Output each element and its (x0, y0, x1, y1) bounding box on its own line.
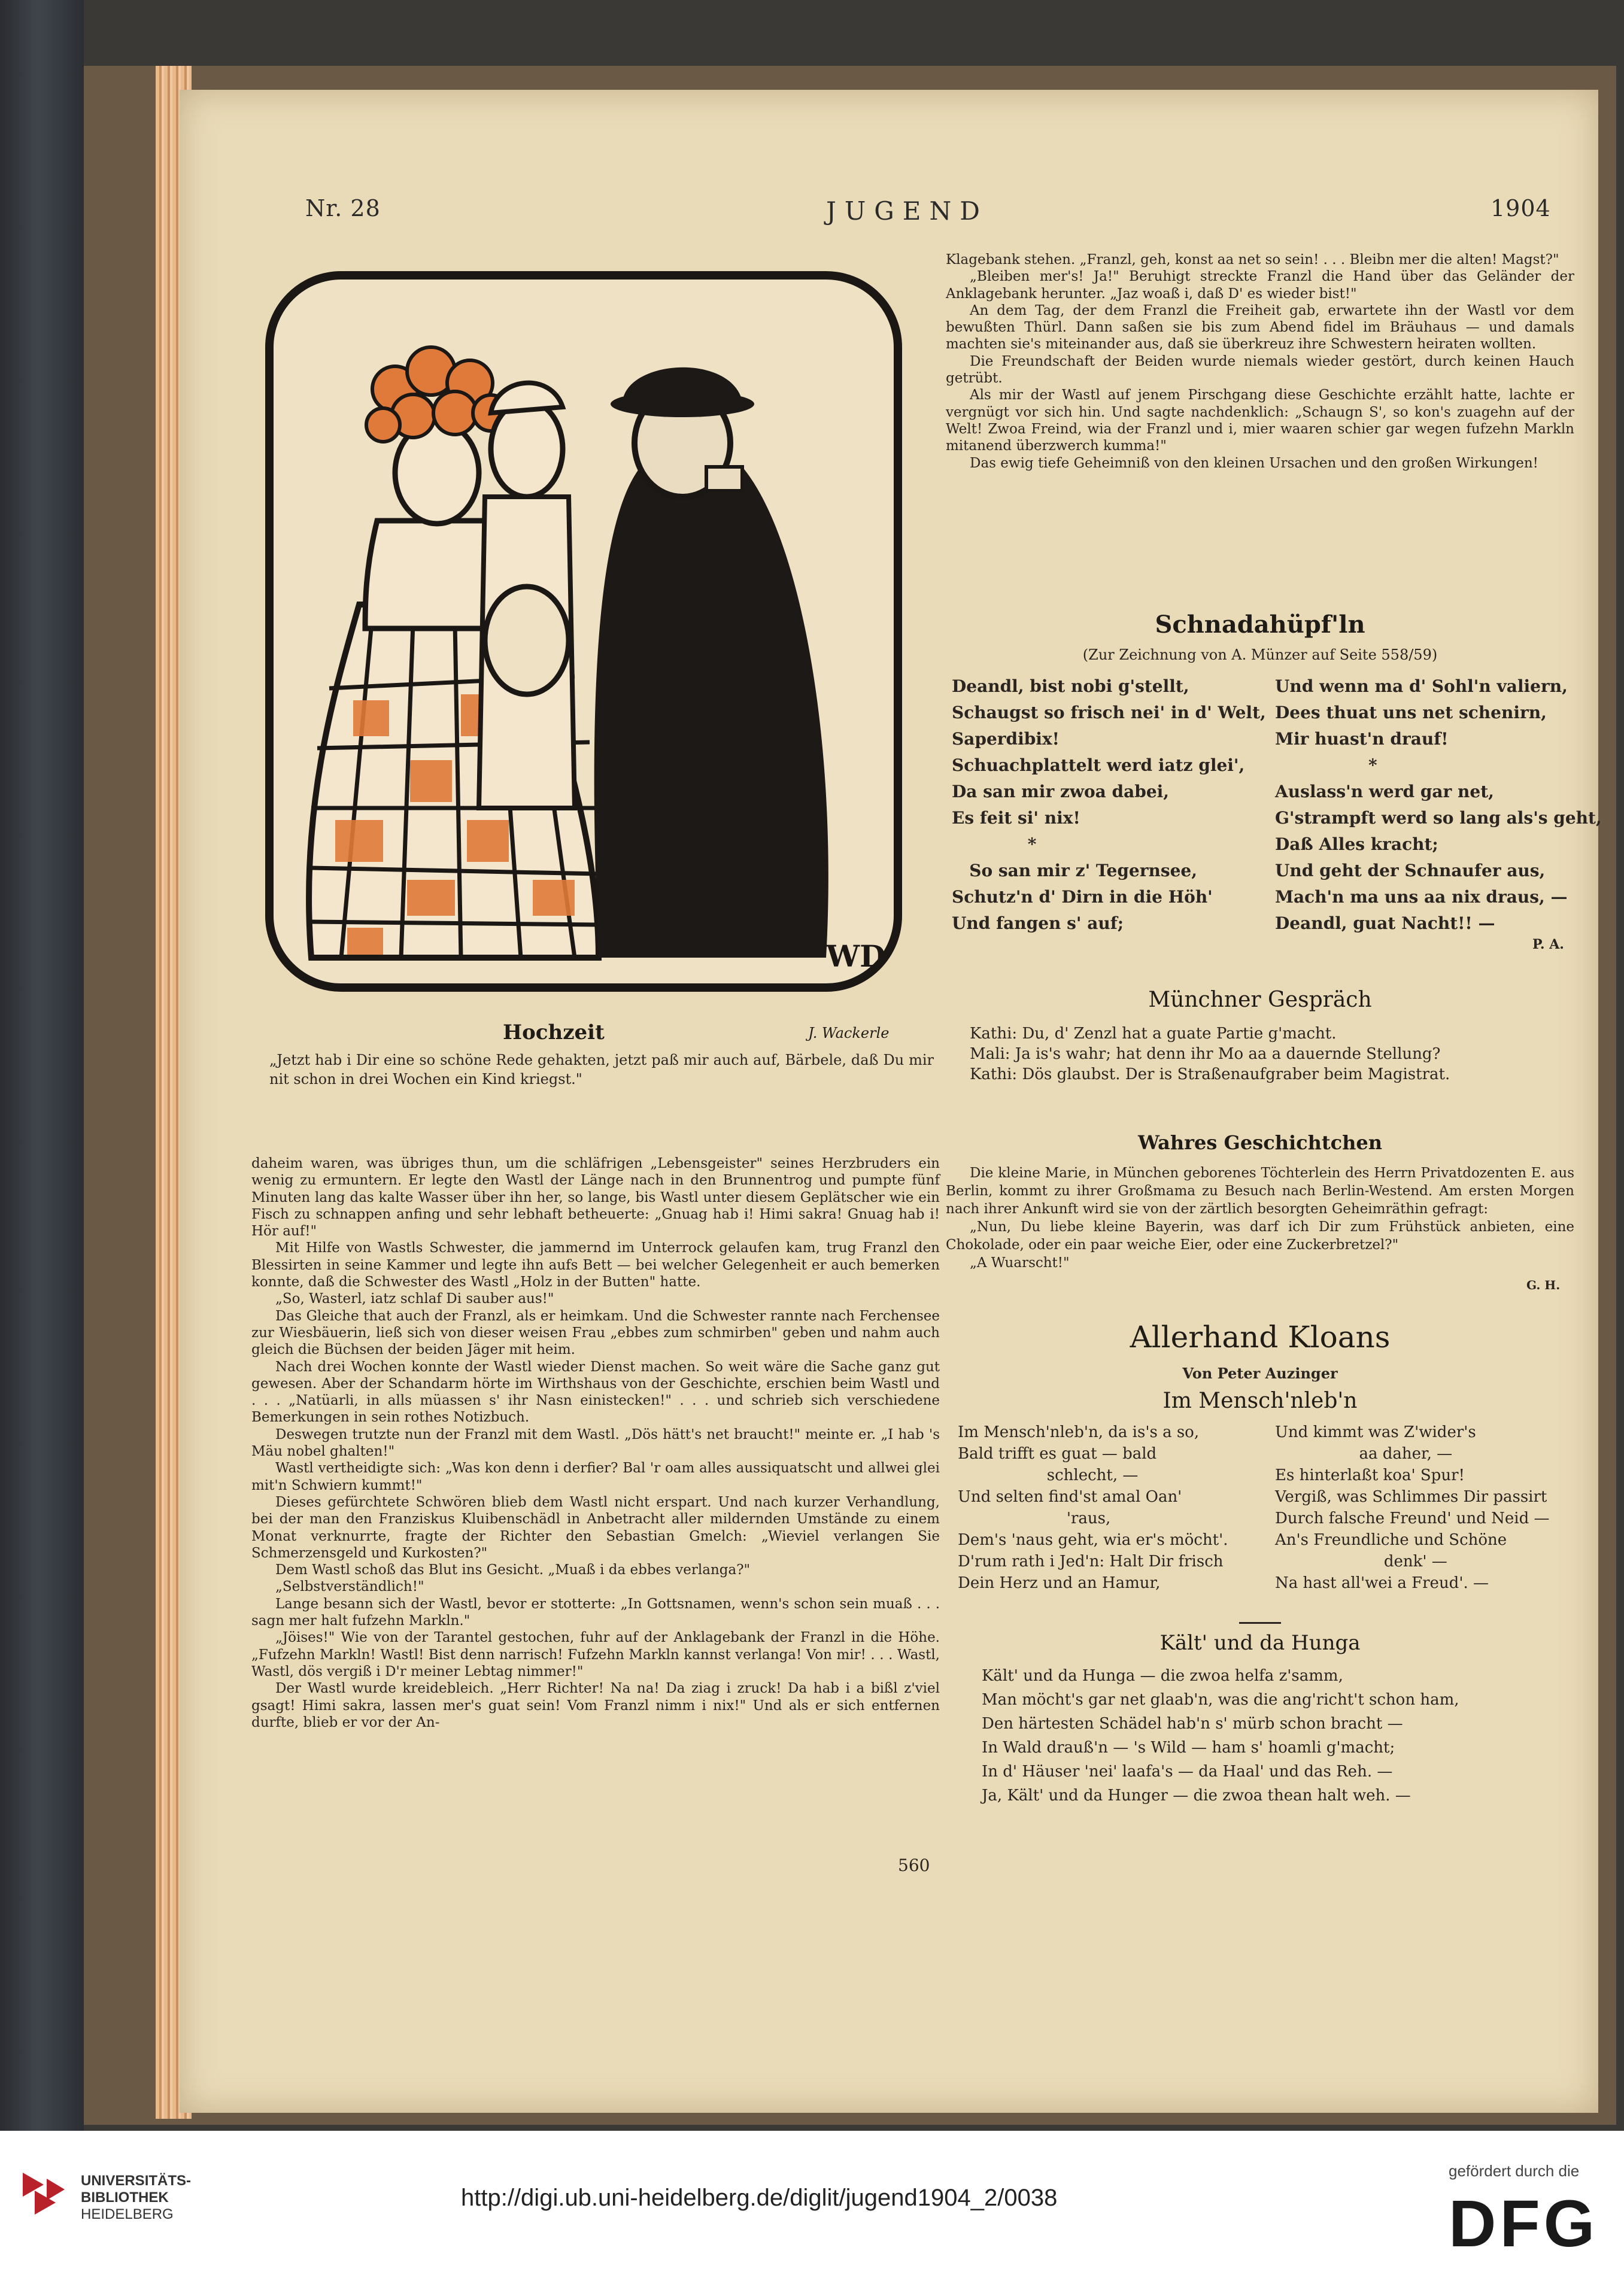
schnada-signature: P. A. (1532, 937, 1564, 952)
caption-text: „Jetzt hab i Dir eine so schöne Rede gehakten, jetzt paß mir auch auf, Bärbele, daß Du mir nit schon in drei Wochen ein Kind kriegst." (269, 1052, 934, 1088)
paragraph: daheim waren, was übriges thun, um die schläfrigen „Lebensgeister" seines Herzbruders ein wenig zu ermuntern. Er legte den Wastl der Länge nach in den Brunnentrog und pumpte fünf Minuten lang das kalte Wasser über ihn her, so lange, bis Wastl unter diesem Geplätscher wie ein Fisch zu schnappen anfing und sehr lebhaft betheuerte: „Gnuag hab i! Himi sakra! Gnuag hab i! Hör auf!" (251, 1156, 940, 1240)
book-binding (0, 0, 84, 2131)
funded-by-text: gefördert durch die (1449, 2162, 1580, 2180)
paragraph: Dieses gefürchtete Schwören blieb dem Wastl nicht erspart. Und nach kurzer Verhandlung, bei der man den Franziskus Kluibenschädl in Anbetracht aller mildernden Umstände zu einem Monat verknurrte, fragte der Richter den Sebastian Gmelch: „Wieviel verlangen Sie Schmerzensgeld und Kurkosten?" (251, 1494, 940, 1561)
schnada-right-verse: Und wenn ma d' Sohl'n valiern, Dees thuat uns net schenirn, Mir huast'n drauf! * Auslass'n werd gar net, G'strampft werd so lang als's geht, Daß Alles kracht; Und geht der Schnaufer aus, Mach'n ma uns aa nix draus, — Deandl, guat Nacht!! — (1275, 676, 1602, 933)
paragraph: An dem Tag, der dem Franzl die Freiheit gab, erwartete ihn der Wastl vor dem bewußten Thürl. Dann saßen sie bis zum Abend fidel im Bräuhaus — und damals machten sie's miteinander aus, daß sie überkreuz ihre Schwestern heiraten wollten. (946, 302, 1574, 353)
schnada-left-verse: Deandl, bist nobi g'stellt, Schaugst so frisch nei' in d' Welt, Saperdibix! Schuachplattelt werd iatz glei', Da san mir zwoa dabei, Es feit si' nix! * So san mir z' Tegernsee, Schutz'n d' Dirn in die Höh' Und fangen s' auf; (952, 676, 1266, 933)
paragraph: Der Wastl wurde kreidebleich. „Herr Richter! Na na! Da ziag i zruck! Da hab i a bißl z'viel gsagt! Himi sakra, lassen mer's guat sein! Vom Franzl nimm i nix!" Und als er sich entfernen durfte, blieb er vor der An- (251, 1681, 940, 1730)
magazine-page (180, 90, 1602, 2113)
library-line: BIBLIOTHEK (81, 2189, 169, 2206)
allerhand-right-verse: Und kimmt was Z'wider's aa daher, — Es hinterlaßt koa' Spur! Vergiß, was Schlimmes Dir passirt Durch falsche Freund' und Neid — An's Freundliche und Schöne denk' — Na hast all'wei a Freud'. — (1275, 1423, 1550, 1592)
allerhand-title: Allerhand Kloans (1130, 1320, 1391, 1354)
viewer-footer (0, 2131, 1624, 2284)
paragraph: Das Gleiche that auch der Franzl, als er heimkam. Und die Schwester rannte nach Ferchensee zur Wiesbäuerin, ließ sich von dieser weisen Frau „ebbes zum schmirben" geben und nahm auch gleich die Büchsen der beiden Jäger mit heim. (251, 1308, 940, 1358)
allerhand-sub1: Im Mensch'nleb'n (1162, 1389, 1358, 1413)
wahres-signature: G. H. (1526, 1278, 1561, 1292)
dialog-line: Kathi: Dös glaubst. Der is Straßenaufgraber beim Magistrat. (970, 1065, 1450, 1083)
wahres-text (946, 1164, 1574, 1272)
dfg-logo: DFG (1449, 2187, 1599, 2261)
permalink-url[interactable]: http://digi.ub.uni-heidelberg.de/diglit/jugend1904_2/0038 (461, 2185, 1058, 2211)
paragraph: Klagebank stehen. „Franzl, geh, konst aa net so sein! . . . Bleibn mer die alten! Magst?" (946, 252, 1559, 268)
library-line: UNIVERSITÄTS- (81, 2173, 192, 2189)
library-line: HEIDELBERG (81, 2206, 174, 2222)
paragraph: „So, Wasterl, iatz schlaf Di sauber aus!" (275, 1291, 554, 1307)
library-name (81, 2173, 191, 2223)
paragraph: Dem Wastl schoß das Blut ins Gesicht. „Muaß i da ebbes verlanga?" (275, 1562, 751, 1578)
muenchner-dialog (970, 1023, 1568, 1085)
wahres-title: Wahres Geschichtchen (1137, 1131, 1383, 1154)
svg-text:WD: WD (826, 938, 886, 974)
paragraph: „A Wuarscht!" (970, 1255, 1070, 1271)
muenchner-title: Münchner Gespräch (1148, 988, 1372, 1012)
schnada-subtitle: (Zur Zeichnung von A. Münzer auf Seite 558/59) (1082, 646, 1438, 663)
left-column-text (251, 1155, 940, 1731)
paragraph: „Jöises!" Wie von der Tarantel gestochen, fuhr auf der Anklagebank der Franzl in die Höhe. „Fufzehn Markln! Wastl! Bist denn narrisch! Fufzehn Markln kannst verlanga! Von mir! . . . Wastl, Wastl, dös vergiß i D'r meiner Lebtag nimmer!" (251, 1630, 940, 1679)
dialog-line: Kathi: Du, d' Zenzl hat a guate Partie g'macht. (970, 1025, 1337, 1043)
allerhand-sub2: Kält' und da Hunga (1159, 1631, 1361, 1655)
issue-number: Nr. 28 (305, 195, 381, 221)
paragraph: Die kleine Marie, in München geborenes Töchterlein des Herrn Privatdozenten E. aus Berlin, kommt zu ihrer Großmama zu Besuch nach Berlin-Westend. Am ersten Morgen nach ihrer Ankunft wird sie von der zärtlich besorgten Geheimräthin gefragt: (946, 1165, 1574, 1217)
dialog-line: Mali: Ja is's wahr; hat denn ihr Mo aa a dauernde Stellung? (970, 1045, 1441, 1063)
year: 1904 (1491, 195, 1551, 221)
paragraph: Mit Hilfe von Wastls Schwester, die jammernd im Unterrock gelaufen kam, trug Franzl den Blessirten in seine Kammer und legte ihn aufs Bett — bei welcher Gelegenheit er auch bemerken konnte, daß die Schwester des Wastl „Holz in der Butten" hatte. (251, 1240, 940, 1290)
paragraph: Nach drei Wochen konnte der Wastl wieder Dienst machen. So weit wäre die Sache ganz gut gewesen. Aber der Schandarm hörte im Wirthshaus von der Geschichte, erschien beim Wastl und . . . „Natüarli, in alls müassen s' ihr Nasn einistecken!" . . . und schrieb sich verschiedene Bemerkungen in sein rothes Notizbuch. (251, 1359, 940, 1426)
allerhand-stanza: Kält' und da Hunga — die zwoa helfa z'samm, Man möcht's gar net glaab'n, was die ang'richt't schon ham, Den härtesten Schädel hab'n s' mürb schon bracht — In Wald drauß'n — 's Wild — ham s' hoamli g'macht; In d' Häuser 'nei' laafa's — da Haal' und das Reh. — Ja, Kält' und da Hunger — die zwoa thean halt weh. — (982, 1667, 1459, 1805)
magazine-title: JUGEND (826, 196, 988, 226)
illustration-wedding (263, 269, 904, 994)
paragraph: Deswegen trutzte nun der Franzl mit dem Wastl. „Dös hätt's net braucht!" meinte er. „I hab 's Mäu nobel ghalten!" (251, 1426, 940, 1460)
right-column-story-end (946, 251, 1574, 472)
divider (1239, 1622, 1281, 1624)
paragraph: „Selbstverständlich!" (275, 1579, 424, 1595)
caption-artist: J. Wackerle (808, 1025, 890, 1041)
page-number: 560 (898, 1855, 930, 1875)
paragraph: „Bleiben mer's! Ja!" Beruhigt streckte Franzl die Hand über das Geländer der Anklagebank herunter. „Jaz woaß i, daß D' es wieder bist!" (946, 269, 1574, 302)
paragraph: Wastl vertheidigte sich: „Was kon denn i derfier? Bal 'r oam alles aussiquatscht und allwei glei mit'n Schwiern kummt!" (251, 1460, 940, 1493)
allerhand-author: Von Peter Auzinger (1182, 1365, 1338, 1382)
university-logo-icon (17, 2167, 71, 2227)
paragraph: Die Freundschaft der Beiden wurde niemals wieder gestört, durch keinen Hauch getrübt. (946, 353, 1574, 387)
paragraph: „Nun, Du liebe kleine Bayerin, was darf ich Dir zum Frühstück anbieten, eine Chokolade, oder ein paar weiche Eier, oder eine Zuckerbretzel?" (946, 1219, 1574, 1253)
paragraph: Lange besann sich der Wastl, bevor er stotterte: „In Gottsnamen, wenn's schon sein muaß . . . sagn mer halt fufzehn Markln." (251, 1596, 940, 1629)
allerhand-left-verse: Im Mensch'nleb'n, da is's a so, Bald trifft es guat — bald schlecht, — Und selten find'st amal Oan' 'raus, Dem's 'naus geht, wia er's möcht'. D'rum rath i Jed'n: Halt Dir frisch Dein Herz und an Hamur, (958, 1423, 1228, 1592)
paragraph: Als mir der Wastl auf jenem Pirschgang diese Geschichte erzählt hatte, lachte er vergnügt vor sich hin. Und sagte nachdenklich: „Schaugn S', so kon's zuagehn auf der Welt! Zwoa Freind, wia der Franzl und i, mier waaren schier gar wegen fufzehn Markln mitanend überzwerch kumma!" (946, 387, 1574, 454)
caption-title: Hochzeit (503, 1020, 605, 1044)
schnada-title: Schnadahüpf'ln (1155, 611, 1365, 639)
paragraph: Das ewig tiefe Geheimniß von den kleinen Ursachen und den großen Wirkungen! (970, 455, 1538, 471)
